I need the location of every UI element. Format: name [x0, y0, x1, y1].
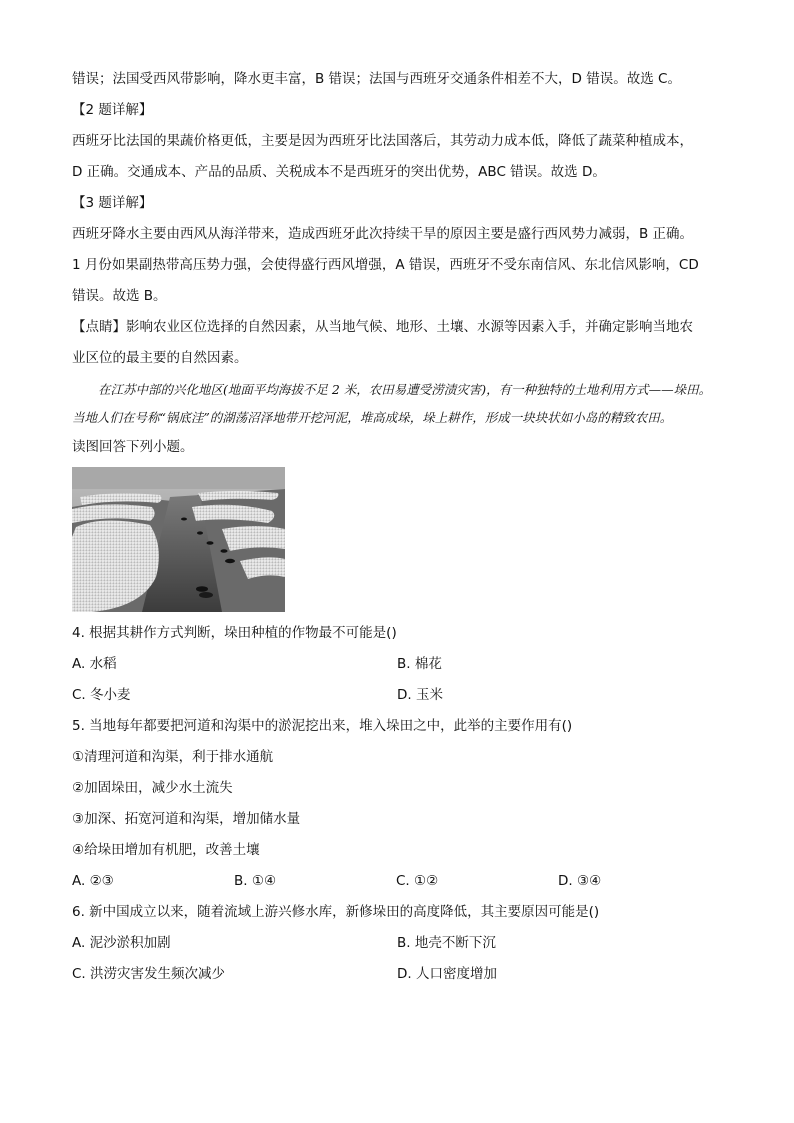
question-4-option-b[interactable]: B. 棉花	[397, 656, 442, 672]
answer-text-3c: 错误。故选 B。	[72, 288, 167, 304]
question-5-statement-4: ④给垛田增加有机肥，改善土壤	[72, 842, 260, 858]
question-6-option-a[interactable]: A. 泥沙淤积加剧	[72, 935, 171, 951]
question-4-stem: 4. 根据其耕作方式判断，垛田种植的作物最不可能是()	[72, 625, 397, 641]
question-4-option-a[interactable]: A. 水稻	[72, 656, 117, 672]
question-6-options-row-1	[72, 928, 722, 959]
question-5-option-a[interactable]: A. ②③	[72, 873, 114, 889]
document-page	[72, 64, 722, 990]
question-5-statement-3: ③加深、拓宽河道和沟渠，增加储水量	[72, 811, 301, 827]
answer-text-2a: 西班牙比法国的果蔬价格更低，主要是因为西班牙比法国落后，其劳动力成本低，降低了蔬菜种植成本，	[72, 133, 693, 149]
duotian-aerial-photo	[72, 467, 285, 612]
question-5-option-d[interactable]: D. ③④	[558, 873, 602, 889]
key-point-text-1: 【点睛】影响农业区位选择的自然因素，从当地气候、地形、土壤、水源等因素入手，并确定影响当地农	[72, 319, 693, 335]
question-4-option-c[interactable]: C. 冬小麦	[72, 687, 131, 703]
key-point-text-2: 业区位的最主要的自然因素。	[72, 350, 248, 366]
answer-text-1: 错误；法国受西风带影响，降水更丰富，B 错误；法国与西班牙交通条件相差不大，D 错误。故选 C。	[72, 71, 681, 87]
question-5-options-row	[72, 866, 722, 897]
question-5-option-c[interactable]: C. ①②	[396, 873, 439, 889]
question-5-option-b[interactable]: B. ①④	[234, 873, 277, 889]
question-5-stem: 5. 当地每年都要把河道和沟渠中的淤泥挖出来，堆入垛田之中，此举的主要作用有()	[72, 718, 573, 734]
question-4-option-d[interactable]: D. 玉米	[397, 687, 443, 703]
question-6-option-d[interactable]: D. 人口密度增加	[397, 966, 497, 982]
question-6-option-c[interactable]: C. 洪涝灾害发生频次减少	[72, 966, 226, 982]
question-4-options-row-1	[72, 649, 722, 680]
section-heading-q3: 【3 题详解】	[72, 195, 153, 211]
question-6-option-b[interactable]: B. 地壳不断下沉	[397, 935, 496, 951]
question-5-statement-1: ①清理河道和沟渠，利于排水通航	[72, 749, 274, 765]
answer-text-3b: 1 月份如果副热带高压势力强，会使得盛行西风增强，A 错误，西班牙不受东南信风、东北信风影响，CD	[72, 257, 699, 273]
question-6-options-row-2	[72, 959, 722, 990]
answer-text-2b: D 正确。交通成本、产品的品质、关税成本不是西班牙的突出优势，ABC 错误。故选 D。	[72, 164, 606, 180]
section-heading-q2: 【2 题详解】	[72, 102, 153, 118]
reading-passage: 在江苏中部的兴化地区(地面平均海拔不足 2 米，农田易遭受涝渍灾害)，有一种独特的土地利用方式——垛田。当地人们在号称“锅底洼”的湖荡沼泽地带开挖河泥，堆高成垛，垛上耕作，形成一块块状如小岛的精致农田。	[72, 382, 712, 425]
question-5-statement-2: ②加固垛田，减少水土流失	[72, 780, 233, 796]
question-4-options-row-2	[72, 680, 722, 711]
answer-text-3a: 西班牙降水主要由西风从海洋带来，造成西班牙此次持续干旱的原因主要是盛行西风势力减弱，B 正确。	[72, 226, 694, 242]
question-6-stem: 6. 新中国成立以来，随着流域上游兴修水库，新修垛田的高度降低，其主要原因可能是()	[72, 904, 600, 920]
reading-prompt: 读图回答下列小题。	[72, 439, 194, 455]
